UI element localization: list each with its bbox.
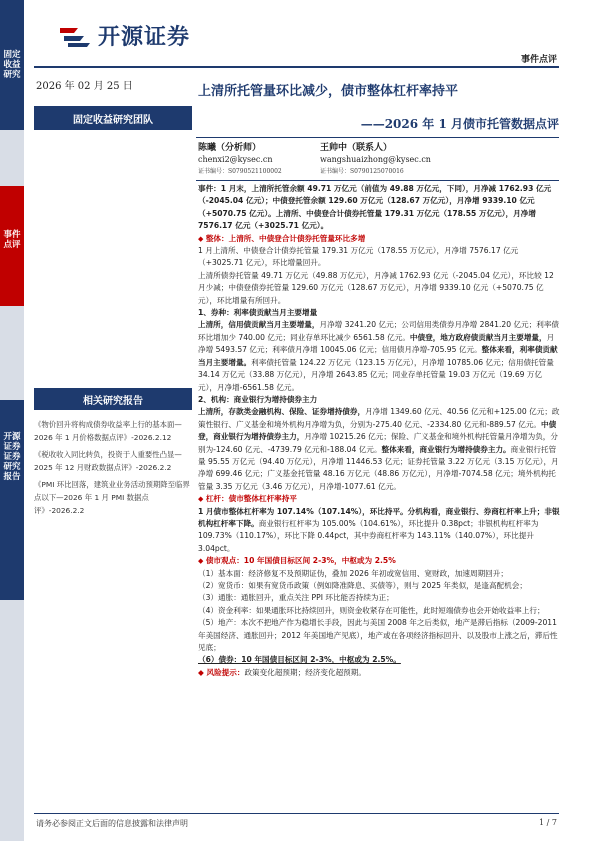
footer-disclaimer: 请务必参阅正文后面的信息披露和法律声明 (36, 819, 188, 828)
risk-label: 风险提示： (206, 667, 245, 677)
authors-divider-top (196, 137, 559, 138)
author-cert: 证书编号：S0790521100002 (198, 168, 282, 175)
report-subtitle: ——2026 年 1 月债市托管数据点评 (360, 117, 559, 131)
body-paragraph (198, 506, 560, 556)
side-strip (0, 0, 24, 841)
subsection-heading-institutions: 2、机构：商业银行为增持债券主力 (198, 394, 318, 404)
section-heading-overall (198, 233, 560, 245)
bold-lead: 整体来看，利率债贡献当月主要增量。 (198, 345, 558, 367)
related-research-list (34, 418, 192, 521)
event-paragraph: 事件：1 月末，上清所托管余额 49.71 万亿元（前值为 49.88 万亿元，下同），月净减 1762.93 亿元（-2045.04 亿元）；中债登托管余额 129.60 万亿元（128.67 万亿元），月净增 9339.10 亿元（+5070.75 亿元）。上清所、中债登合计债券托管量 179.31 万亿元（178.55 万亿元），月净增 7576.17 亿元（+3025.71 亿元）。 (198, 184, 552, 231)
section-heading-text: 整体：上清所、中债登合计债券托管量环比多增 (205, 233, 366, 243)
body-paragraph: （4）资金利率：如果通胀环比持续回升，则资金收紧存在可能性，此时短端债券也会开始收益率上行； (198, 605, 545, 615)
side-label-firm: 开源证券 证券研究报告 (3, 432, 21, 482)
related-report-link[interactable]: 《税收收入同比转负，投资于人重要性凸显—2025 年 12 月财政数据点评》-2026.2.2 (34, 450, 182, 472)
doc-type-label: 事件点评 (520, 55, 557, 65)
bold-lead: 1 月债市整体杠杆率为 107.14%（107.14%），环比持平。分机构看，商业银行、券商杠杆率上升；非银机构杠杆率下降。 (198, 506, 560, 528)
footer-divider (34, 813, 559, 814)
section-heading-outlook (198, 555, 560, 567)
author-cert: 证书编号：S0790125070016 (320, 168, 404, 175)
team-banner: 固定收益研究团队 (34, 106, 192, 130)
body-paragraph: 上清所债券托管量 49.71 万亿元（49.88 万亿元），月净减 1762.93 亿元（-2045.04 亿元），环比较 12 月少减；中债登债券托管量 129.60 万亿元（128.67 万亿元），月净增 9339.10 亿元（+5070.75 亿元），环比增量有所回升。 (198, 270, 554, 305)
bullet-diamond-icon: ◆ (198, 495, 206, 504)
risk-text: 政策变化超预期；经济变化超预期。 (244, 667, 366, 677)
author-name: 王帅中（联系人） (320, 143, 393, 153)
body-text: 月净增 10215.26 亿元；保险、广义基金和境外机构托管量月净增为负，分别为-124.60 亿元、-4739.79 亿元和-188.04 亿元。 (198, 432, 558, 454)
bold-lead: 上清所，信用债贡献当月主要增量， (198, 320, 320, 330)
side-label-event: 事件点评 (3, 230, 21, 250)
related-research-banner: 相关研究报告 (34, 388, 192, 410)
bold-lead: 整体来看，商业银行为增持债券主力。 (381, 444, 511, 454)
report-body (198, 183, 560, 679)
body-paragraph: （1）基本面：经济修复不及预期证伪，叠加 2026 年初或宽信用、宽财政，加速周期回升； (198, 568, 508, 578)
body-paragraph: （5）地产：本次不把地产作为稳增长手段，因此与美国 2008 年之后类似，地产是滞后指标（2009-2011 年美国经济、通胀回升；2012 年美国地产见底），地产或在各项经济指标回升、以及股市上涨之后，滞后性见底； (198, 618, 558, 653)
body-paragraph: （2）宽货币：如果有宽货币政策（例如降准降息、买债等），则与 2025 年类似，是逢高配机会； (198, 581, 527, 590)
page-number: 1 / 7 (539, 818, 557, 827)
author-block (320, 142, 431, 178)
report-title: 上清所托管量环比减少，债市整体杠杆率持平 (198, 84, 459, 99)
author-name: 陈曦（分析师） (198, 143, 262, 153)
body-paragraph: （3）通胀：通胀回升，重点关注 PPI 环比能否持续为正； (198, 593, 394, 603)
body-text: 商业银行托管量 95.55 万亿元（94.40 万亿元），月净增 11446.53 亿元；证券托管量 3.22 万亿元（3.15 万亿元），月净增 699.46 亿元；广义基金托管量 48.16 万亿元（48.86 万亿元），月净增-7074.58 亿元；境外机构托管量 3.35 万亿元（3.46 万亿元），月净增-1077.61 亿元。 (198, 444, 559, 491)
author-email[interactable]: chenxi2@kysec.cn (198, 155, 273, 164)
header-divider (34, 66, 559, 68)
authors-divider-bottom (196, 180, 559, 181)
body-text: 月净增 1349.60 亿元、40.56 亿元和+125.00 亿元；政策性银行、广义基金和境外机构月净增为负，分别为-275.40 亿元、-2334.80 亿元和-889.57 亿元。 (198, 407, 560, 429)
body-text: 月净增 3241.20 亿元；公司信用类债券月净增 2841.20 亿元；利率债环比增加少 740.00 亿元；同业存单环比减少 6561.58 亿元。 (198, 320, 560, 342)
risk-paragraph (198, 667, 560, 679)
company-logo (58, 20, 190, 51)
body-paragraph: 1 月上清所、中债登合计债券托管量 179.31 万亿元（178.55 万亿元），月净增 7576.17 亿元（+3025.71 亿元），环比增量回升。 (198, 246, 519, 268)
bullet-diamond-icon: ◆ (198, 667, 207, 677)
author-block (198, 142, 282, 178)
section-heading-text: 债市观点：10 年国债目标区间 2-3%，中枢或为 2.5% (205, 556, 396, 566)
section-heading-leverage (198, 493, 560, 505)
side-label-research: 固定收益研究 (3, 50, 21, 80)
bullet-diamond-icon: ◆ (198, 557, 206, 566)
bold-lead: 上清所，存款类金融机构、保险、证券增持债券， (198, 407, 366, 417)
bold-lead: 中债登，商业银行为增持债券主力， (198, 419, 557, 442)
bold-lead: 中债登，地方政府债贡献当月主要增量， (409, 332, 547, 342)
section-heading-text: 杠杆：债市整体杠杆率持平 (205, 494, 297, 504)
body-paragraph: （6）债券：10 年国债目标区间 2-3%，中枢或为 2.5%。 (198, 655, 401, 665)
body-text: 月净增 5493.57 亿元；利率债月净增 10045.06 亿元；信用债月净增-705.95 亿元。 (198, 332, 555, 355)
body-text: 商业银行杠杆率为 105.00%（104.61%），环比提升 0.38pct；非银机构杠杆率为 109.73%（110.17%），环比下降 0.44pct，其中券商杠杆率为 143.11%（140.07%），环比提升 3.04pct。 (198, 518, 539, 553)
logo-text: 开源证券 (98, 25, 191, 50)
body-text: 利率债托管量 124.22 万亿元（123.15 万亿元），月净增 10785.06 亿元；信用债托管量 34.14 万亿元（33.88 万亿元），月净增 2643.85 亿元；同业存单托管量 19.03 万亿元（19.69 万亿元），月净增-6561.58 亿元。 (198, 357, 554, 392)
body-paragraph (198, 406, 560, 493)
subsection-heading-types: 1、券种：利率债贡献当月主要增量 (198, 308, 318, 318)
bullet-diamond-icon: ◆ (198, 234, 206, 243)
related-report-link[interactable]: 《PMI 环比回落，建筑业业务活动预期降至临界点以下—2026 年 1 月 PMI 数据点评》-2026.2.2 (34, 480, 190, 515)
related-report-link[interactable]: 《物价回升将构成债券收益率上行的基本面—2026 年 1 月价格数据点评》-2026.2.12 (34, 420, 182, 442)
body-paragraph (198, 319, 560, 393)
report-date: 2026 年 02 月 25 日 (36, 81, 133, 92)
side-block-bottom (0, 400, 24, 600)
author-email[interactable]: wangshuaizhong@kysec.cn (320, 155, 431, 164)
logo-mark-icon (58, 25, 92, 47)
